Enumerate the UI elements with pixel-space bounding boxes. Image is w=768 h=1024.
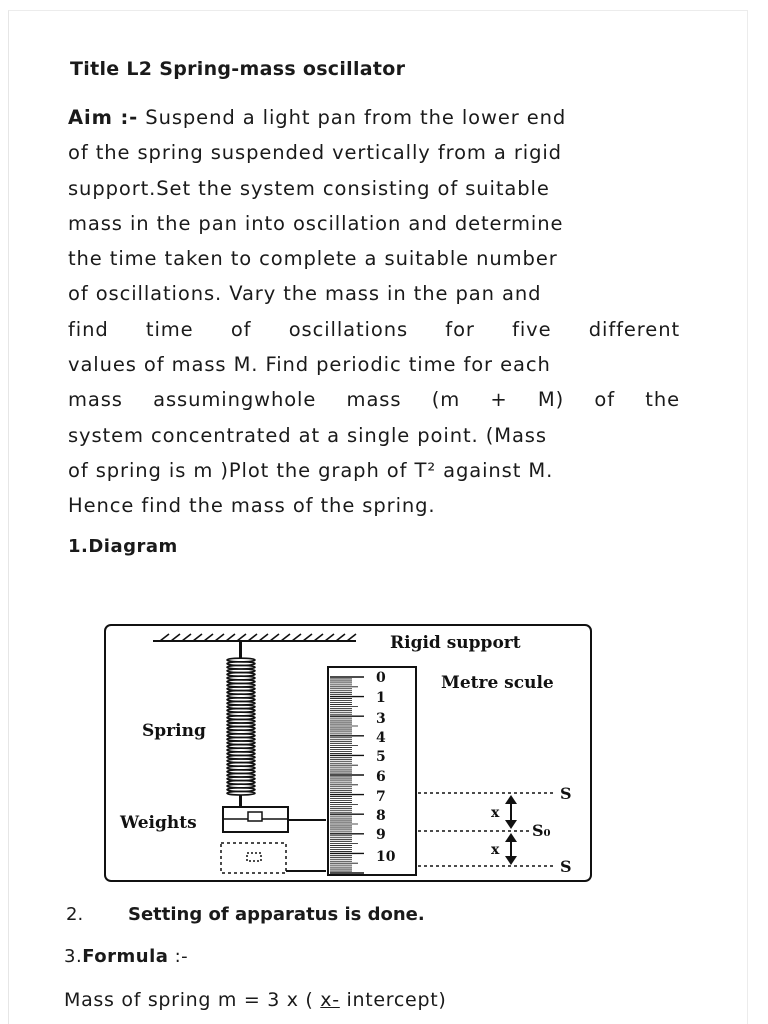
spring-mass-diagram bbox=[98, 610, 598, 890]
aim-label: Aim :- bbox=[68, 106, 139, 129]
rigid-support-label: Rigid support bbox=[390, 633, 521, 653]
aim-line: support.Set the system consisting of suitable bbox=[68, 176, 550, 200]
s-zero-label: S₀ bbox=[532, 821, 551, 840]
aim-line: find time of oscillations for five different bbox=[68, 317, 680, 341]
scale-number: 3 bbox=[376, 711, 386, 727]
aim-line: mass assumingwhole mass (m + M) of the bbox=[68, 388, 680, 412]
aim-line: of oscillations. Vary the mass in the pan and bbox=[68, 282, 542, 306]
document-title: Title L2 Spring-mass oscillator bbox=[70, 58, 406, 80]
x-bottom-label: x bbox=[491, 842, 500, 858]
s-top-label: S bbox=[560, 784, 572, 803]
step-2-number: 2. bbox=[66, 904, 84, 925]
aim-line: Aim :- Suspend a light pan from the lower end bbox=[68, 106, 567, 129]
step-2-text: Setting of apparatus is done. bbox=[128, 904, 425, 925]
formula-heading-number: 3. bbox=[64, 946, 83, 967]
formula-underlined: x- bbox=[320, 989, 340, 1011]
spring-hook bbox=[239, 641, 242, 659]
diagram-heading: 1.Diagram bbox=[68, 536, 178, 557]
aim-line: of the spring suspended vertically from a rigid bbox=[68, 141, 562, 165]
scale-number: 6 bbox=[376, 769, 386, 785]
weights-label: Weights bbox=[120, 813, 197, 833]
aim-line: the time taken to complete a suitable number bbox=[68, 247, 558, 271]
scale-number: 7 bbox=[376, 789, 386, 805]
aim-line: of spring is m )Plot the graph of T² against M. bbox=[68, 458, 554, 482]
formula-heading bbox=[64, 946, 188, 967]
scale-number: 4 bbox=[376, 730, 386, 746]
scale-number: 10 bbox=[376, 849, 396, 865]
aim-line: Hence find the mass of the spring. bbox=[68, 494, 436, 518]
scale-number: 0 bbox=[376, 670, 386, 686]
weights-block bbox=[248, 812, 262, 821]
scale-number: 8 bbox=[376, 808, 386, 824]
formula-suffix: intercept) bbox=[339, 989, 447, 1011]
step-2 bbox=[66, 904, 425, 925]
formula-heading-label: Formula bbox=[82, 946, 169, 967]
aim-line: system concentrated at a single point. (Mass bbox=[68, 423, 547, 447]
formula-text bbox=[64, 989, 446, 1011]
x-top-label: x bbox=[491, 805, 500, 821]
spring-stem bbox=[239, 795, 242, 807]
aim-paragraph bbox=[68, 100, 680, 524]
formula-heading-suffix: :- bbox=[168, 946, 189, 967]
aim-line: mass in the pan into oscillation and determine bbox=[68, 211, 564, 235]
scale-number: 1 bbox=[376, 690, 386, 706]
scale-number: 5 bbox=[376, 749, 386, 765]
formula-prefix: Mass of spring m = 3 x ( bbox=[64, 989, 321, 1011]
spring-label: Spring bbox=[142, 721, 206, 741]
scale-number: 9 bbox=[376, 827, 386, 843]
aim-line: values of mass M. Find periodic time for each bbox=[68, 353, 551, 377]
s-bottom-label: S bbox=[560, 857, 572, 876]
metre-scale-label: Metre scule bbox=[441, 673, 554, 693]
